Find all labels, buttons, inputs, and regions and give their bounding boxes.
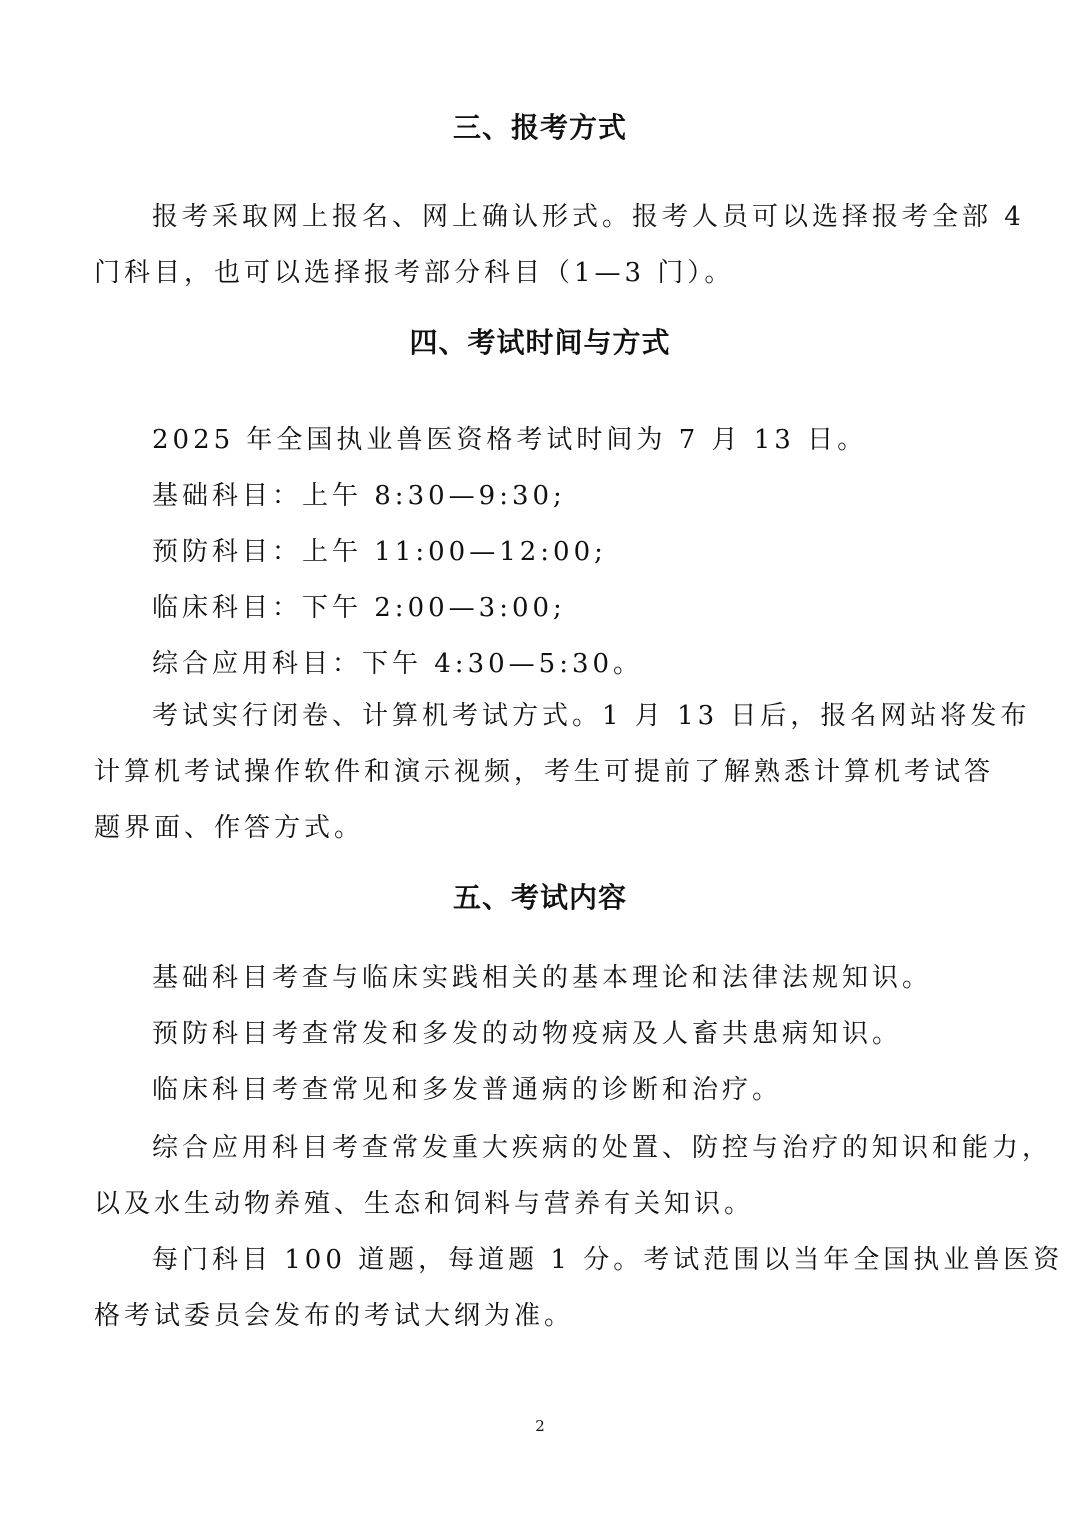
paragraph-line: 综合应用科目考查常发重大疾病的处置、防控与治疗的知识和能力， (152, 1133, 1053, 1163)
section-4-heading: 四、考试时间与方式 (409, 326, 671, 359)
schedule-line-clinical: 临床科目：下午 2:00—3:00; (152, 593, 566, 623)
paragraph-line: 报考采取网上报名、网上确认形式。报考人员可以选择报考全部 4 (152, 202, 1025, 232)
paragraph-line: 基础科目考查与临床实践相关的基本理论和法律法规知识。 (152, 963, 933, 993)
paragraph-line: 题界面、作答方式。 (94, 813, 365, 843)
paragraph-line: 临床科目考查常见和多发普通病的诊断和治疗。 (152, 1075, 783, 1105)
paragraph-line: 以及水生动物养殖、生态和饲料与营养有关知识。 (94, 1189, 755, 1219)
page-number: 2 (535, 1417, 545, 1435)
paragraph-line: 计算机考试操作软件和演示视频，考生可提前了解熟悉计算机考试答 (94, 757, 995, 787)
schedule-line-prevention: 预防科目：上午 11:00—12:00; (152, 537, 607, 567)
paragraph-line: 格考试委员会发布的考试大纲为准。 (94, 1301, 575, 1331)
section-3-heading: 三、报考方式 (452, 111, 627, 144)
paragraph-line: 预防科目考查常发和多发的动物疫病及人畜共患病知识。 (152, 1019, 903, 1049)
schedule-line-comprehensive: 综合应用科目：下午 4:30—5:30。 (152, 649, 644, 679)
section-5-heading: 五、考试内容 (452, 881, 627, 914)
paragraph-line: 门科目，也可以选择报考部分科目（1—3 门）。 (94, 258, 735, 288)
paragraph-line: 考试实行闭卷、计算机考试方式。1 月 13 日后，报名网站将发布 (152, 701, 1031, 731)
paragraph-line: 2025 年全国执业兽医资格考试时间为 7 月 13 日。 (152, 425, 868, 455)
paragraph-line: 每门科目 100 道题，每道题 1 分。考试范围以当年全国执业兽医资 (152, 1245, 1064, 1275)
schedule-line-basic: 基础科目：上午 8:30—9:30; (152, 481, 566, 511)
